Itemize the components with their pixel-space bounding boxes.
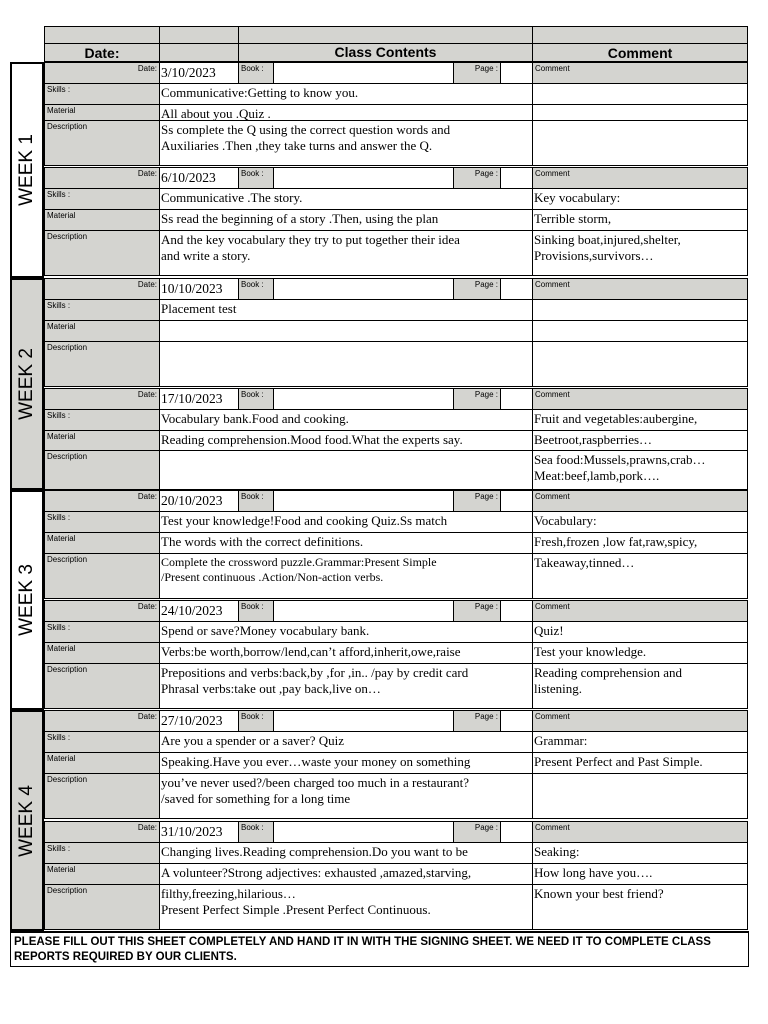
skills-label: Skills :	[44, 188, 160, 210]
description-comment[interactable]: Sea food:Mussels,prawns,crab… Meat:beef,lamb,pork….	[532, 450, 748, 490]
page-label: Page :	[453, 278, 501, 300]
book-field[interactable]	[273, 278, 454, 300]
skills-value[interactable]: Communicative:Getting to know you.	[159, 83, 533, 105]
header-blank-5	[159, 43, 239, 62]
material-value[interactable]: The words with the correct definitions.	[159, 532, 533, 554]
date-value[interactable]: 17/10/2023	[159, 388, 239, 410]
material-value[interactable]: All about you .Quiz .	[159, 104, 533, 121]
material-comment[interactable]	[532, 320, 748, 342]
description-value[interactable]: Complete the crossword puzzle.Grammar:Present Simple /Present continuous .Action/Non-action verbs.	[159, 553, 533, 599]
page-field[interactable]	[500, 167, 533, 189]
week-3-column	[10, 490, 44, 710]
comment-label: Comment	[532, 167, 748, 189]
material-value[interactable]: A volunteer?Strong adjectives: exhausted ,amazed,starving,	[159, 863, 533, 885]
material-comment[interactable]: Fresh,frozen ,low fat,raw,spicy,	[532, 532, 748, 554]
description-label: Description	[44, 553, 160, 599]
page-field[interactable]	[500, 600, 533, 622]
description-value[interactable]	[159, 341, 533, 387]
description-label: Description	[44, 230, 160, 276]
skills-comment[interactable]	[532, 83, 748, 105]
book-label: Book :	[238, 62, 274, 84]
book-field[interactable]	[273, 710, 454, 732]
book-field[interactable]	[273, 490, 454, 512]
comment-label: Comment	[532, 821, 748, 843]
description-comment[interactable]: Sinking boat,injured,shelter, Provisions,survivors…	[532, 230, 748, 276]
comment-label: Comment	[532, 710, 748, 732]
description-value[interactable]: And the key vocabulary they try to put together their idea and write a story.	[159, 230, 533, 276]
header-contents-label: Class Contents	[334, 44, 437, 60]
material-label: Material	[44, 532, 160, 554]
page-label: Page :	[453, 62, 501, 84]
skills-comment[interactable]: Key vocabulary:	[532, 188, 748, 210]
date-value[interactable]: 20/10/2023	[159, 490, 239, 512]
material-comment[interactable]: Test your knowledge.	[532, 642, 748, 664]
material-label: Material	[44, 209, 160, 231]
description-value[interactable]: filthy,freezing,hilarious… Present Perfect Simple .Present Perfect Continuous.	[159, 884, 533, 930]
skills-label: Skills :	[44, 621, 160, 643]
date-label: Date:	[44, 821, 160, 843]
date-label: Date:	[44, 710, 160, 732]
comment-label: Comment	[532, 278, 748, 300]
header-blank-2	[159, 26, 239, 44]
description-comment[interactable]	[532, 773, 748, 819]
page-label: Page :	[453, 710, 501, 732]
description-comment[interactable]	[532, 341, 748, 387]
book-label: Book :	[238, 278, 274, 300]
header-comment-label: Comment	[607, 45, 673, 61]
material-comment[interactable]: Present Perfect and Past Simple.	[532, 752, 748, 774]
description-value[interactable]: you’ve never used?/been charged too much in a restaurant? /saved for something for a long time	[159, 773, 533, 819]
skills-label: Skills :	[44, 842, 160, 864]
book-field[interactable]	[273, 62, 454, 84]
description-label: Description	[44, 450, 160, 490]
book-field[interactable]	[273, 821, 454, 843]
description-comment[interactable]: Known your best friend?	[532, 884, 748, 930]
material-label: Material	[44, 430, 160, 451]
week-1-column	[10, 62, 44, 278]
description-value[interactable]: Ss complete the Q using the correct question words and Auxiliaries .Then ,they take turns and answer the Q.	[159, 120, 533, 166]
skills-value[interactable]: Placement test	[159, 299, 533, 321]
skills-label: Skills :	[44, 409, 160, 431]
book-field[interactable]	[273, 600, 454, 622]
description-comment[interactable]: Reading comprehension and listening.	[532, 663, 748, 709]
material-value[interactable]: Verbs:be worth,borrow/lend,can’t afford,inherit,owe,raise	[159, 642, 533, 664]
book-label: Book :	[238, 710, 274, 732]
date-label: Date:	[44, 278, 160, 300]
material-value[interactable]: Speaking.Have you ever…waste your money on something	[159, 752, 533, 774]
date-value[interactable]: 6/10/2023	[159, 167, 239, 189]
skills-value[interactable]: Test your knowledge!Food and cooking Quiz.Ss match	[159, 511, 533, 533]
page-field[interactable]	[500, 821, 533, 843]
page-field[interactable]	[500, 278, 533, 300]
table-header	[44, 26, 748, 62]
comment-label: Comment	[532, 490, 748, 512]
description-value[interactable]	[159, 450, 533, 490]
book-label: Book :	[238, 167, 274, 189]
material-comment[interactable]: Beetroot,raspberries…	[532, 430, 748, 451]
date-value[interactable]: 3/10/2023	[159, 62, 239, 84]
week-label: WEEK 4	[16, 784, 37, 857]
skills-value[interactable]: Vocabulary bank.Food and cooking.	[159, 409, 533, 431]
header-date-label: Date:	[84, 45, 120, 61]
week-4-column	[10, 710, 44, 931]
book-label: Book :	[238, 821, 274, 843]
description-label: Description	[44, 773, 160, 819]
date-label: Date:	[44, 490, 160, 512]
page-field[interactable]	[500, 62, 533, 84]
material-label: Material	[44, 642, 160, 664]
skills-comment[interactable]: Grammar:	[532, 731, 748, 753]
date-value[interactable]: 10/10/2023	[159, 278, 239, 300]
skills-value[interactable]: Spend or save?Money vocabulary bank.	[159, 621, 533, 643]
page-label: Page :	[453, 821, 501, 843]
page-label: Page :	[453, 388, 501, 410]
skills-value[interactable]: Communicative .The story.	[159, 188, 533, 210]
description-label: Description	[44, 884, 160, 930]
week-2-column	[10, 278, 44, 490]
week-label: WEEK 3	[16, 564, 37, 636]
book-field[interactable]	[273, 388, 454, 410]
date-value[interactable]: 31/10/2023	[159, 821, 239, 843]
skills-comment[interactable]: Seaking:	[532, 842, 748, 864]
book-label: Book :	[238, 600, 274, 622]
material-value[interactable]: Ss read the beginning of a story .Then, using the plan	[159, 209, 533, 231]
material-label: Material	[44, 863, 160, 885]
material-label: Material	[44, 104, 160, 121]
skills-label: Skills :	[44, 511, 160, 533]
skills-label: Skills :	[44, 731, 160, 753]
book-label: Book :	[238, 388, 274, 410]
week-label: WEEK 2	[16, 348, 37, 420]
page-label: Page :	[453, 600, 501, 622]
header-blank-1	[44, 26, 160, 44]
book-label: Book :	[238, 490, 274, 512]
material-comment[interactable]: Terrible storm,	[532, 209, 748, 231]
material-comment[interactable]	[532, 104, 748, 121]
date-label: Date:	[44, 62, 160, 84]
skills-value[interactable]: Are you a spender or a saver? Quiz	[159, 731, 533, 753]
page-field[interactable]	[500, 388, 533, 410]
date-label: Date:	[44, 167, 160, 189]
comment-label: Comment	[532, 62, 748, 84]
page-field[interactable]	[500, 490, 533, 512]
description-value[interactable]: Prepositions and verbs:back,by ,for ,in.. /pay by credit card Phrasal verbs:take out ,pay back,live on…	[159, 663, 533, 709]
skills-label: Skills :	[44, 83, 160, 105]
skills-comment[interactable]	[532, 299, 748, 321]
page-field[interactable]	[500, 710, 533, 732]
page-label: Page :	[453, 490, 501, 512]
description-label: Description	[44, 341, 160, 387]
date-label: Date:	[44, 600, 160, 622]
header-blank-4	[532, 26, 748, 44]
description-comment[interactable]: Takeaway,tinned…	[532, 553, 748, 599]
book-field[interactable]	[273, 167, 454, 189]
comment-label: Comment	[532, 600, 748, 622]
skills-value[interactable]: Changing lives.Reading comprehension.Do you want to be	[159, 842, 533, 864]
page-label: Page :	[453, 167, 501, 189]
skills-label: Skills :	[44, 299, 160, 321]
date-label: Date:	[44, 388, 160, 410]
comment-label: Comment	[532, 388, 748, 410]
footer-instructions: PLEASE FILL OUT THIS SHEET COMPLETELY AND HAND IT IN WITH THE SIGNING SHEET. WE NEED IT TO COMPLETE CLASS REPORTS REQUIRED BY OUR CLIENTS.	[10, 931, 749, 967]
header-blank-3	[238, 26, 533, 44]
date-value[interactable]: 27/10/2023	[159, 710, 239, 732]
material-label: Material	[44, 320, 160, 342]
skills-comment[interactable]: Vocabulary:	[532, 511, 748, 533]
description-comment[interactable]	[532, 120, 748, 166]
description-label: Description	[44, 663, 160, 709]
material-value[interactable]: Reading comprehension.Mood food.What the experts say.	[159, 430, 533, 451]
skills-comment[interactable]: Quiz!	[532, 621, 748, 643]
material-label: Material	[44, 752, 160, 774]
week-label: WEEK 1	[16, 134, 37, 206]
material-comment[interactable]: How long have you….	[532, 863, 748, 885]
skills-comment[interactable]: Fruit and vegetables:aubergine,	[532, 409, 748, 431]
date-value[interactable]: 24/10/2023	[159, 600, 239, 622]
description-label: Description	[44, 120, 160, 166]
material-value[interactable]	[159, 320, 533, 342]
